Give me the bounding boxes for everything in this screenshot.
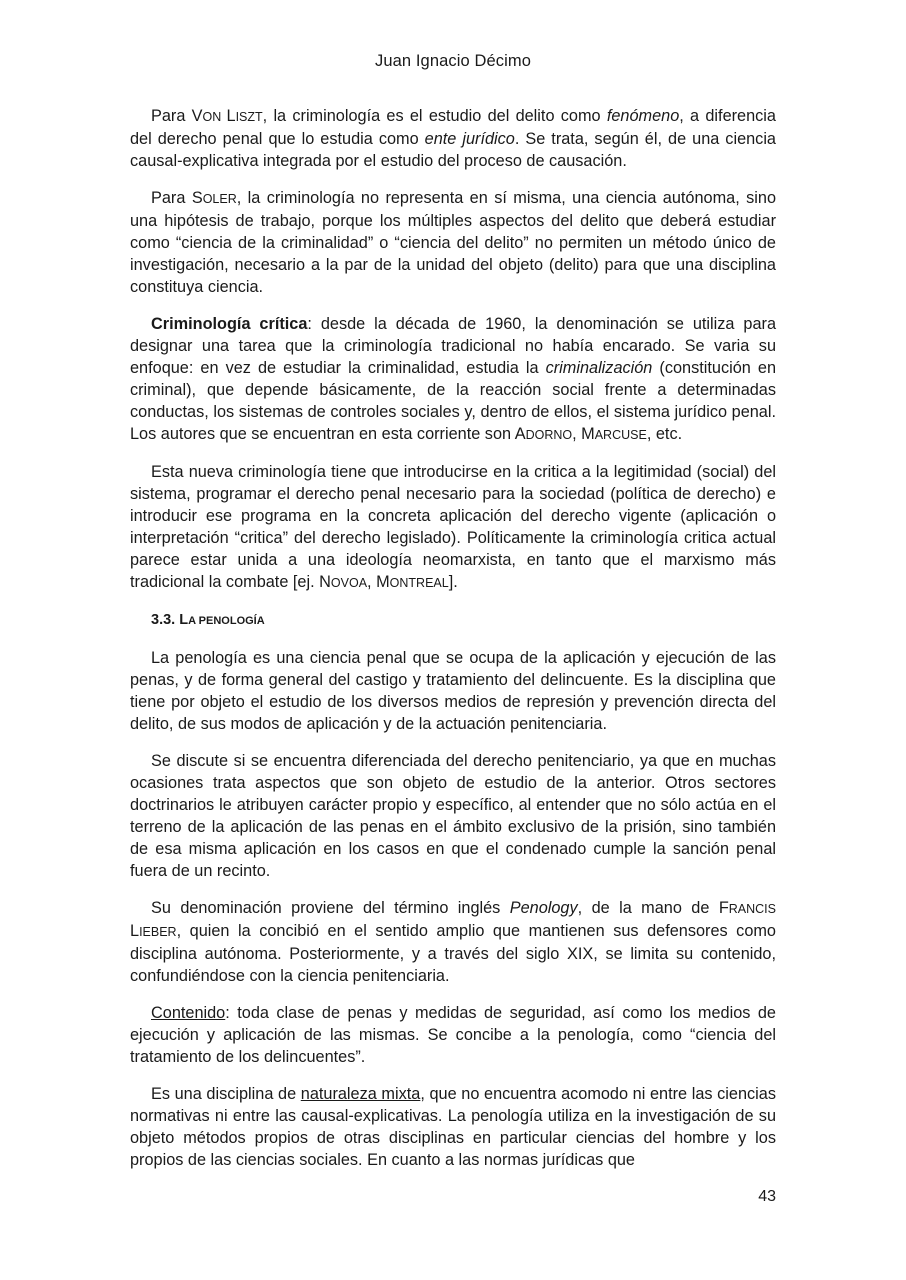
author-name: FRANCIS LIEBER <box>130 899 776 940</box>
paragraph-penologia-definicion: La penología es una ciencia penal que se ocupa de la aplicación y ejecución de las penas, y de forma general del castigo y tratamiento del delincuente. Es la disciplina que tiene por objeto el estudio de los diversos medios de represión y prevención directa del delito, de sus modos de aplicación y de la actuación penitenciaria. <box>130 649 776 733</box>
author-name: NOVOA <box>319 573 368 591</box>
underlined-term: naturaleza mixta <box>300 1085 421 1103</box>
page-number: 43 <box>758 1188 776 1205</box>
paragraph-contenido: Contenido: toda clase de penas y medidas de seguridad, así como los medios de ejecución y aplicación de las mismas. Se concibe a la penología, como “ciencia del tratamiento de los delincuentes”. <box>130 1004 776 1066</box>
italic-term: fenómeno <box>606 107 680 125</box>
running-header: Juan Ignacio Décimo <box>375 52 531 70</box>
author-name: ADORNO <box>514 425 573 443</box>
author-name: MARCUSE <box>581 425 647 443</box>
section-heading: 3.3. LA PENOLOGÍA <box>151 612 265 628</box>
author-name: VON LISZT <box>191 107 263 125</box>
italic-term: Penology <box>509 899 578 917</box>
italic-term: ente jurídico <box>424 130 515 148</box>
bold-term: Criminología crítica <box>151 315 308 333</box>
paragraph-naturaleza-mixta: Es una disciplina de naturaleza mixta, que no encuentra acomodo ni entre las ciencias normativas ni entre las causal-explicativas. La penología utiliza en la investigación de su objeto métodos propios de otras disciplinas en particular ciencias del hombre y los propios de las ciencias sociales. En cuanto a las normas jurídicas que <box>130 1085 776 1169</box>
paragraph-von-liszt: Para VON LISZT, la criminología es el estudio del delito como fenómeno, a diferencia del derecho penal que lo estudia como ente jurídico. Se trata, según él, de una ciencia causal-explicativa integrada por el estudio del proceso de causación. <box>130 107 776 170</box>
paragraph-derecho-penitenciario: Se discute si se encuentra diferenciada del derecho penitenciario, ya que en muchas ocasiones trata aspectos que son objeto de estudio de la anterior. Otros sectores doctrinarios le atribuyen carácter propio y específico, al entender que no sólo actúa en el terreno de la aplicación de las penas en el ámbito exclusivo de la prisión, sino también de esa misma aplicación en los casos en que el condenado cumple la sanción penal fuera de un recinto. <box>130 752 776 880</box>
paragraph-soler: Para SOLER, la criminología no representa en sí misma, una ciencia autónoma, sino una hipótesis de trabajo, porque los múltiples aspectos del delito que deberá estudiar como “ciencia de la criminalidad” o “ciencia del delito” no permiten un método único de investigación, necesario a la par de la unidad del objeto (delito) para que una disciplina constituya ciencia. <box>130 189 777 296</box>
author-name: MONTREAL <box>376 573 449 591</box>
underlined-term: Contenido <box>151 1004 226 1022</box>
paragraph-denominacion: Su denominación proviene del término inglés Penology, de la mano de FRANCIS LIEBER, quien la concibió en el sentido amplio que mantienen sus defensores como disciplina autónoma. Posteriormente, y a través del siglo XIX, se limita su contenido, confundiéndose con la ciencia penitenciaria. <box>130 899 776 985</box>
author-name: SOLER <box>191 189 237 207</box>
paragraph-nueva-criminologia: Esta nueva criminología tiene que introducirse en la critica a la legitimidad (social) del sistema, programar el derecho penal necesario para la sociedad (política de derecho) e introducir ese programa en la concreta aplicación del derecho vigente (aplicación o interpretación “critica” del derecho legislado). Políticamente la criminología critica actual parece estar unida a una ideología neomarxista, en tanto que el marxismo más tradicional la combate [ej. NOVOA, MONTREAL]. <box>130 463 776 591</box>
paragraph-criminologia-critica: Criminología crítica: desde la década de 1960, la denominación se utiliza para designar una tarea que la criminología tradicional no había encarado. Se varia su enfoque: en vez de estudiar la criminalidad, estudia la criminalización (constitución en criminal), que depende básicamente, de la reacción social frente a determinadas conductas, los sistemas de controles sociales y, dentro de ellos, el sistema jurídico penal. Los autores que se encuentran en esta corriente son ADORNO, MARCUSE, etc. <box>130 315 776 443</box>
body-text <box>130 105 776 1186</box>
italic-term: criminalización <box>545 359 653 377</box>
